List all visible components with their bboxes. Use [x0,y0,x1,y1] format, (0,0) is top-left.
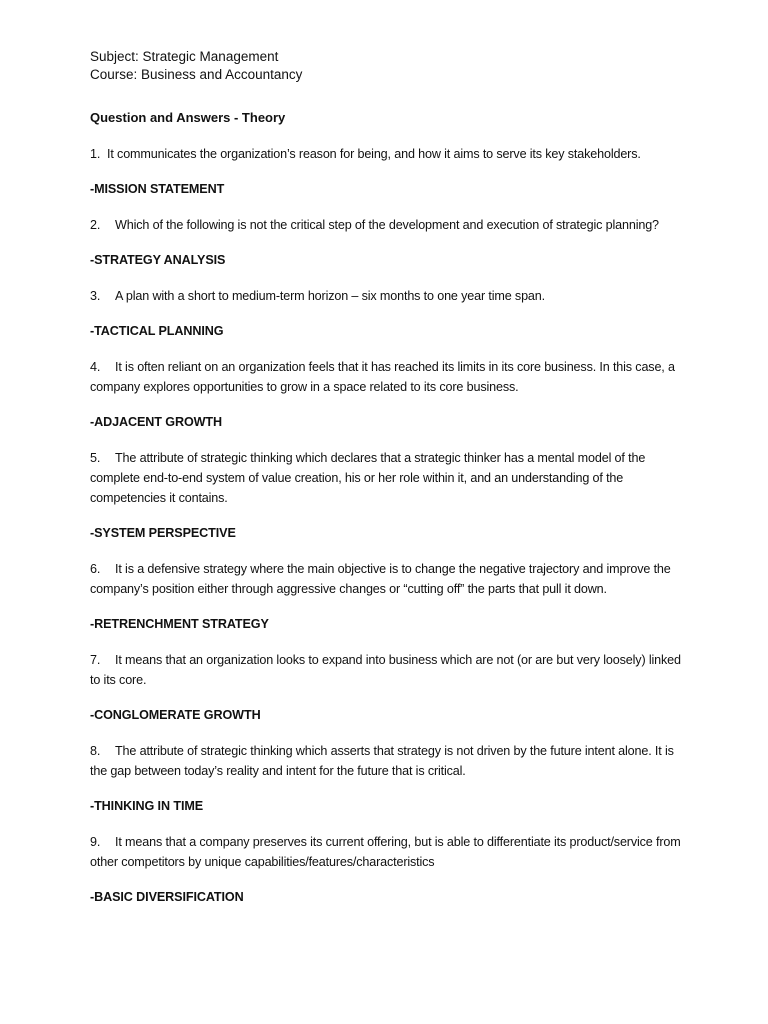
qa-item-2 [90,215,690,269]
question-8 [90,741,690,781]
question-text: It communicates the organization’s reason for being, and how it aims to serve its key stakeholders. [107,147,641,161]
document-content [90,48,690,906]
question-number: 5. [90,451,101,465]
answer-9: -BASIC DIVERSIFICATION [90,890,244,904]
question-number: 7. [90,653,101,667]
qa-item-6 [90,559,690,633]
question-number: 6. [90,562,101,576]
question-text: The attribute of strategic thinking which asserts that strategy is not driven by the future intent alone. It is the gap between today’s reality and intent for the future that is critical. [90,744,674,778]
question-9 [90,832,690,872]
section-title: Question and Answers - Theory [90,110,286,125]
answer-2: -STRATEGY ANALYSIS [90,253,226,267]
answer-4: -ADJACENT GROWTH [90,415,223,429]
answer-3: -TACTICAL PLANNING [90,324,224,338]
course-line: Course: Business and Accountancy [90,67,303,82]
question-text: It is often reliant on an organization feels that it has reached its limits in its core business. In this case, a company explores opportunities to grow in a space related to its core business. [90,360,675,394]
question-2 [90,215,690,235]
question-number: 9. [90,835,101,849]
qa-item-1 [90,144,690,198]
qa-item-4 [90,357,690,431]
answer-6: -RETRENCHMENT STRATEGY [90,617,269,631]
qa-item-9 [90,832,690,906]
question-text: The attribute of strategic thinking which declares that a strategic thinker has a mental model of the complete end-to-end system of value creation, his or her role within it, and an understanding of the competencies it contains. [90,451,646,505]
question-number: 4. [90,360,101,374]
question-text: Which of the following is not the critical step of the development and execution of strategic planning? [115,218,659,232]
qa-item-3 [90,286,690,340]
question-3 [90,286,690,306]
question-4 [90,357,690,397]
question-5 [90,448,690,508]
qa-item-5 [90,448,690,542]
qa-item-7 [90,650,690,724]
question-number: 8. [90,744,101,758]
question-number: 3. [90,289,101,303]
question-7 [90,650,690,690]
qa-list [90,144,690,906]
subject-line: Subject: Strategic Management [90,49,279,64]
question-number: 2. [90,218,101,232]
answer-8: -THINKING IN TIME [90,799,204,813]
question-text: A plan with a short to medium-term horizon – six months to one year time span. [115,289,545,303]
question-text: It means that an organization looks to expand into business which are not (or are but very loosely) linked to its core. [90,653,681,687]
qa-item-8 [90,741,690,815]
question-text: It means that a company preserves its current offering, but is able to differentiate its product/service from other competitors by unique capabilities/features/characteristics [90,835,681,869]
answer-5: -SYSTEM PERSPECTIVE [90,526,236,540]
question-number: 1. [90,147,101,161]
answer-1: -MISSION STATEMENT [90,182,225,196]
question-6 [90,559,690,599]
question-1 [90,144,690,164]
question-text: It is a defensive strategy where the main objective is to change the negative trajectory and improve the company’s position either through aggressive changes or “cutting off” the parts that pull it down. [90,562,671,596]
answer-7: -CONGLOMERATE GROWTH [90,708,261,722]
